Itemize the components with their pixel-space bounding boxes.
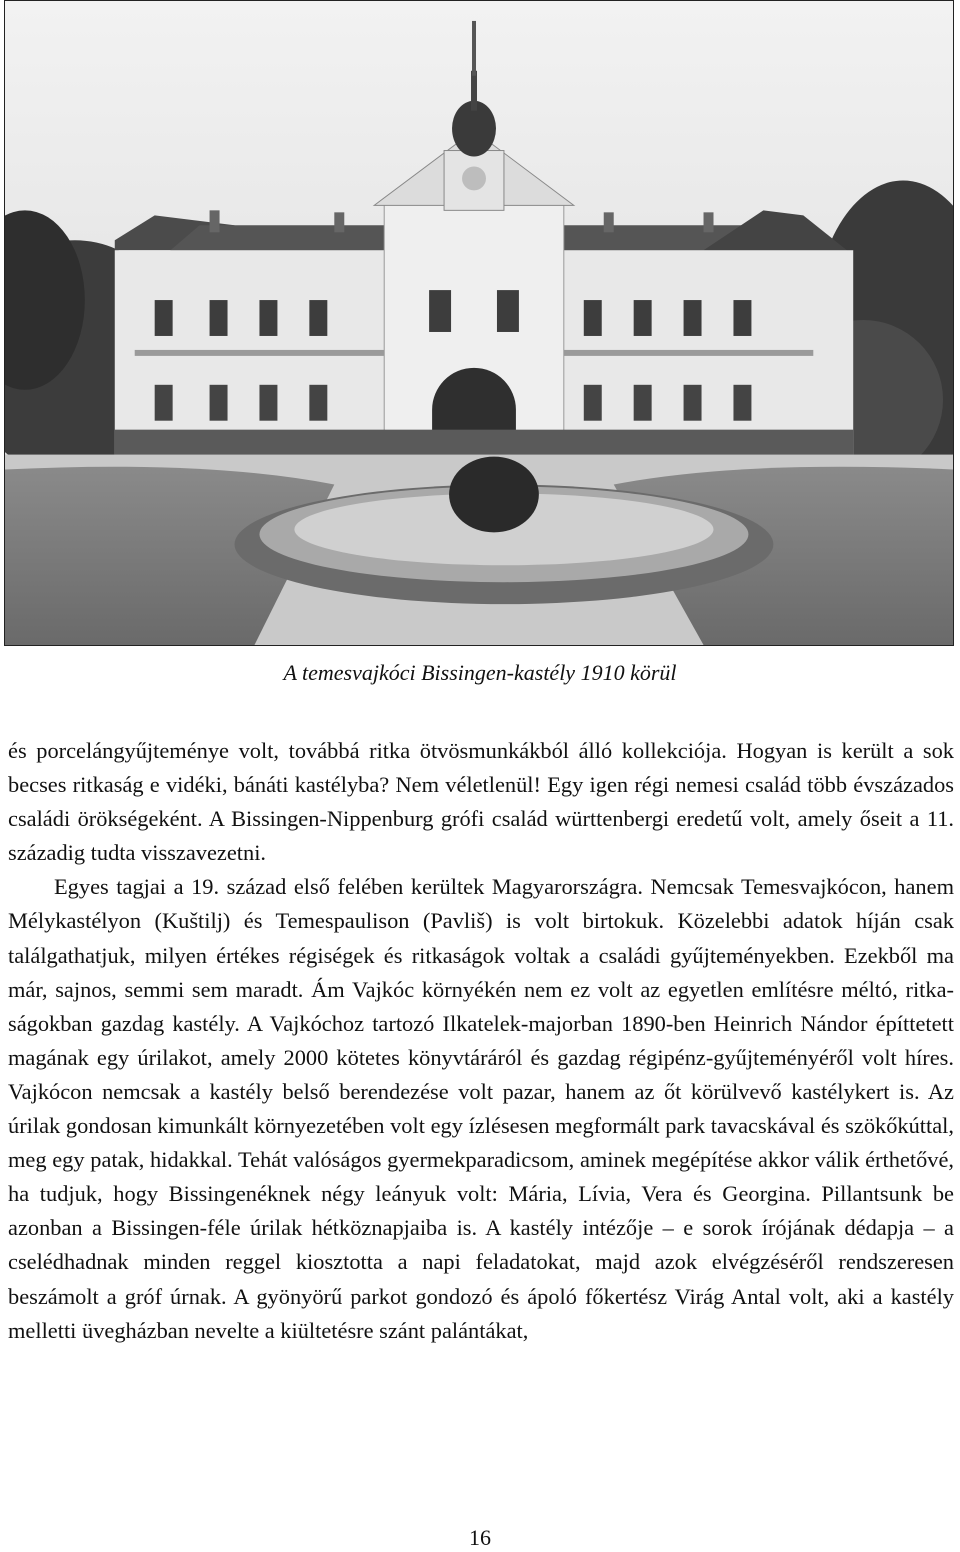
paragraph: és porcelángyűjteménye volt, továbbá ritka ötvösmunkákból álló kollekciója. Hogyan is került a sok becses ritkaság e vidéki, bánáti kastélyba? Nem véletlenül! Egy igen régi nemesi család több évszázados családi örökségeként. A Bissingen-Nippenburg grófi család württenbergi eredetű volt, amely őseit a 11. századig tudta visszavezetni. — [8, 738, 954, 866]
photo-caption: A temesvajkóci Bissingen-kastély 1910 körül — [283, 660, 677, 685]
page-number: 16 — [469, 1525, 491, 1550]
body-text — [8, 734, 954, 1348]
paragraph: Egyes tagjai a 19. század első felében kerültek Magyarországra. Nemcsak Temesvajkócon, hanem Mélykastélyon (Kuštilj) és Temespaulison (Pavliš) is volt birtokuk. Közelebbi adatok híján csak találgathatjuk, milyen értékes régiségek és ritkaságok voltak a családi gyűjteményekben. Ezekből ma már, sajnos, semmi sem maradt. Ám Vajkóc környékén nem ez volt az egyetlen említésre méltó, ritkaságokban gazdag kastély. A Vajkóchoz tartozó Ilkatelek-majorban 1890-ben Heinrich Nándor építtetett magának egy úrilakot, amely 2000 kötetes könyvtáráról és gazdag régipénz-gyűjteményéről volt híres. Vajkócon nemcsak a kastély belső berendezése volt pazar, hanem az őt körülvevő kastélykert is. Az úrilak gondosan kimunkált környezetében volt egy ízlésesen megformált park tavacskával és szökőkúttal, meg egy patak, hidakkal. Tehát valóságos gyermekparadicsom, aminek megépítése akkor válik érthetővé, ha tudjuk, hogy Bissingenéknek négy leányuk volt: Mária, Lívia, Vera és Georgina. Pillantsunk be azonban a Bissingen-féle úrilak hétköznapjaiba is. A kastély intézője – e sorok írójának dédapja – a cselédhadnak minden reggel kiosztotta a napi feladatokat, majd azok elvégzéséről rendszeresen beszámolt a gróf úrnak. A gyönyörű parkot gondozó és ápoló főkertész Virág Antal volt, aki a kastély melletti üvegházban nevelte a kiültetésre szánt palántákat, — [8, 874, 954, 1343]
castle-photo-illustration — [5, 1, 953, 645]
historical-photo-castle — [4, 0, 954, 646]
